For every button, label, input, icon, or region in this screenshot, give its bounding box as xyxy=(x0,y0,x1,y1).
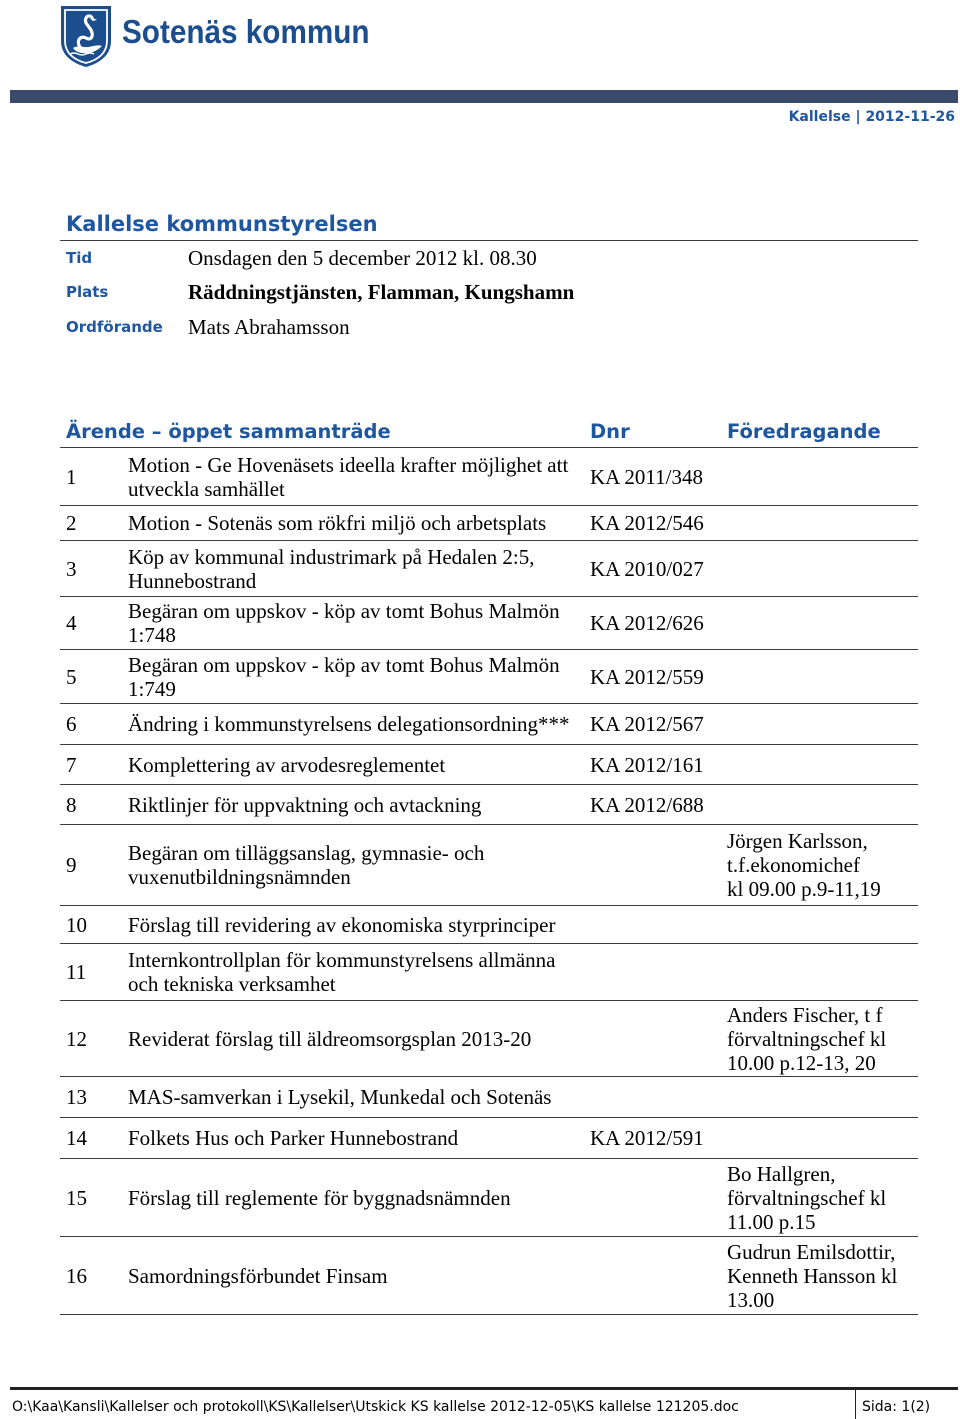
footer-file-path: O:\Kaa\Kansli\Kallelser och protokoll\KS\Kallelser\Utskick KS kallelse 2012-12-05\KS kallelse 121205.doc xyxy=(12,1399,739,1415)
org-logo-text: Sotenäs kommun xyxy=(122,13,370,50)
footer-page-number: Sida: 1(2) xyxy=(862,1399,931,1415)
presenter-line: 10.00 p.12-13, 20 xyxy=(727,1050,876,1075)
item-title xyxy=(128,1077,583,1117)
agenda-item-9 xyxy=(60,825,918,906)
document-stamp: Kallelse | 2012-11-26 xyxy=(788,109,955,125)
agenda-header xyxy=(60,417,918,448)
item-dnr: KA 2011/348 xyxy=(590,464,703,489)
footer-rule xyxy=(10,1387,958,1390)
item-number: 6 xyxy=(66,712,77,736)
field-time xyxy=(60,243,918,273)
item-title-line: MAS-samverkan i Lysekil, Munkedal och Sotenäs xyxy=(128,1085,552,1109)
item-title xyxy=(128,785,583,824)
agenda-item-8 xyxy=(60,785,918,825)
item-title xyxy=(128,541,583,596)
item-number: 4 xyxy=(66,611,77,635)
item-dnr: KA 2012/688 xyxy=(590,792,704,817)
agenda-item-5 xyxy=(60,650,918,704)
item-title-line: Motion - Sotenäs som rökfri miljö och arbetsplats xyxy=(128,511,547,535)
item-title xyxy=(128,1001,583,1076)
item-title-line: Folkets Hus och Parker Hunnebostrand xyxy=(128,1126,459,1150)
item-number: 13 xyxy=(66,1085,87,1109)
item-presenter xyxy=(727,1001,918,1076)
agenda-item-1 xyxy=(60,448,918,506)
field-label: Ordförande xyxy=(66,318,163,336)
item-title xyxy=(128,825,583,905)
field-label: Tid xyxy=(66,249,93,267)
item-title xyxy=(128,1118,583,1158)
item-number: 12 xyxy=(66,1026,87,1051)
presenter-line: förvaltningschef kl xyxy=(727,1026,887,1051)
item-number: 5 xyxy=(66,664,77,689)
agenda-item-4 xyxy=(60,597,918,650)
item-dnr: KA 2010/027 xyxy=(590,556,704,581)
item-dnr: KA 2012/567 xyxy=(590,712,704,736)
presenter-line: 13.00 xyxy=(727,1287,775,1312)
item-number: 8 xyxy=(66,792,77,817)
item-presenter xyxy=(727,1237,918,1314)
agenda-item-16 xyxy=(60,1237,918,1315)
field-value: Mats Abrahamsson xyxy=(188,315,350,339)
item-number: 1 xyxy=(66,464,77,489)
agenda-item-14 xyxy=(60,1118,918,1159)
item-title-line: 1:748 xyxy=(128,623,176,647)
item-number: 11 xyxy=(66,960,87,984)
item-number: 14 xyxy=(66,1126,87,1150)
item-title-line: Ändring i kommunstyrelsens delegationsordning*** xyxy=(128,712,570,736)
item-presenter xyxy=(727,825,918,905)
agenda-item-6 xyxy=(60,704,918,745)
item-title-line: Förslag till revidering av ekonomiska styrprinciper xyxy=(128,912,556,937)
agenda-item-10 xyxy=(60,906,918,944)
item-dnr: KA 2012/161 xyxy=(590,752,704,777)
item-dnr: KA 2012/559 xyxy=(590,664,704,689)
agenda-item-3 xyxy=(60,541,918,597)
item-title xyxy=(128,448,583,505)
agenda-item-2 xyxy=(60,506,918,541)
presenter-line: kl 09.00 p.9-11,19 xyxy=(727,877,881,901)
presenter-line: Jörgen Karlsson, xyxy=(727,829,868,853)
item-title-line: Hunnebostrand xyxy=(128,568,257,593)
agenda-item-15 xyxy=(60,1159,918,1237)
item-title-line: Köp av kommunal industrimark på Hedalen 2:5, xyxy=(128,544,535,569)
agenda-item-11 xyxy=(60,944,918,1001)
item-title-line: utveckla samhället xyxy=(128,476,285,501)
item-title-line: Begäran om tilläggsanslag, gymnasie- och xyxy=(128,841,485,865)
item-number: 2 xyxy=(66,511,77,535)
column-header-dnr: Dnr xyxy=(590,420,630,443)
field-value: Onsdagen den 5 december 2012 kl. 08.30 xyxy=(188,246,537,270)
presenter-line: Kenneth Hansson kl xyxy=(727,1263,898,1288)
item-title xyxy=(128,1237,583,1314)
item-number: 7 xyxy=(66,752,77,777)
item-title-line: Motion - Ge Hovenäsets ideella krafter möjlighet att xyxy=(128,452,569,477)
agenda-item-12 xyxy=(60,1001,918,1077)
item-title xyxy=(128,1159,583,1236)
presenter-line: Gudrun Emilsdottir, xyxy=(727,1239,896,1264)
presenter-line: Anders Fischer, t f xyxy=(727,1002,883,1027)
field-place xyxy=(60,277,918,307)
shield-swan-icon xyxy=(58,3,114,69)
item-title-line: Förslag till reglemente för byggnadsnämnden xyxy=(128,1185,511,1210)
item-dnr: KA 2012/591 xyxy=(590,1126,704,1150)
item-title-line: och tekniska verksamhet xyxy=(128,972,336,996)
item-dnr: KA 2012/626 xyxy=(590,611,704,635)
item-title-line: Begäran om uppskov - köp av tomt Bohus Malmön xyxy=(128,652,560,677)
item-title-line: Riktlinjer för uppvaktning och avtackning xyxy=(128,792,482,817)
presenter-line: förvaltningschef kl xyxy=(727,1185,887,1210)
item-title-line: Begäran om uppskov - köp av tomt Bohus Malmön xyxy=(128,599,560,623)
item-title-line: vuxenutbildningsnämnden xyxy=(128,865,351,889)
item-title xyxy=(128,650,583,703)
agenda-item-13 xyxy=(60,1077,918,1118)
item-title xyxy=(128,597,583,649)
item-title-line: Internkontrollplan för kommunstyrelsens allmänna xyxy=(128,948,556,972)
item-number: 3 xyxy=(66,556,77,581)
presenter-line: Bo Hallgren, xyxy=(727,1161,836,1186)
item-number: 9 xyxy=(66,853,77,877)
field-label: Plats xyxy=(66,283,109,301)
item-title-line: Samordningsförbundet Finsam xyxy=(128,1263,388,1288)
column-header-item: Ärende – öppet sammanträde xyxy=(66,420,391,443)
presenter-line: t.f.ekonomichef xyxy=(727,853,860,877)
column-header-presenter: Föredragande xyxy=(727,420,881,443)
field-value: Räddningstjänsten, Flamman, Kungshamn xyxy=(188,280,575,304)
item-title xyxy=(128,944,583,1000)
item-title xyxy=(128,745,583,784)
item-title-line: Reviderat förslag till äldreomsorgsplan 2013-20 xyxy=(128,1026,532,1051)
item-dnr: KA 2012/546 xyxy=(590,511,704,535)
item-number: 15 xyxy=(66,1185,87,1210)
item-presenter xyxy=(727,1159,918,1236)
presenter-line: 11.00 p.15 xyxy=(727,1209,816,1234)
item-title xyxy=(128,704,583,744)
item-title xyxy=(128,506,583,540)
item-number: 16 xyxy=(66,1263,87,1288)
field-chair xyxy=(60,312,918,342)
page-title: Kallelse kommunstyrelsen xyxy=(60,208,918,241)
item-title-line: 1:749 xyxy=(128,676,176,701)
item-number: 10 xyxy=(66,912,87,937)
item-title xyxy=(128,906,583,943)
agenda-item-7 xyxy=(60,745,918,785)
item-title-line: Komplettering av arvodesreglementet xyxy=(128,752,446,777)
footer-divider xyxy=(855,1390,856,1419)
header-bar xyxy=(10,90,958,103)
